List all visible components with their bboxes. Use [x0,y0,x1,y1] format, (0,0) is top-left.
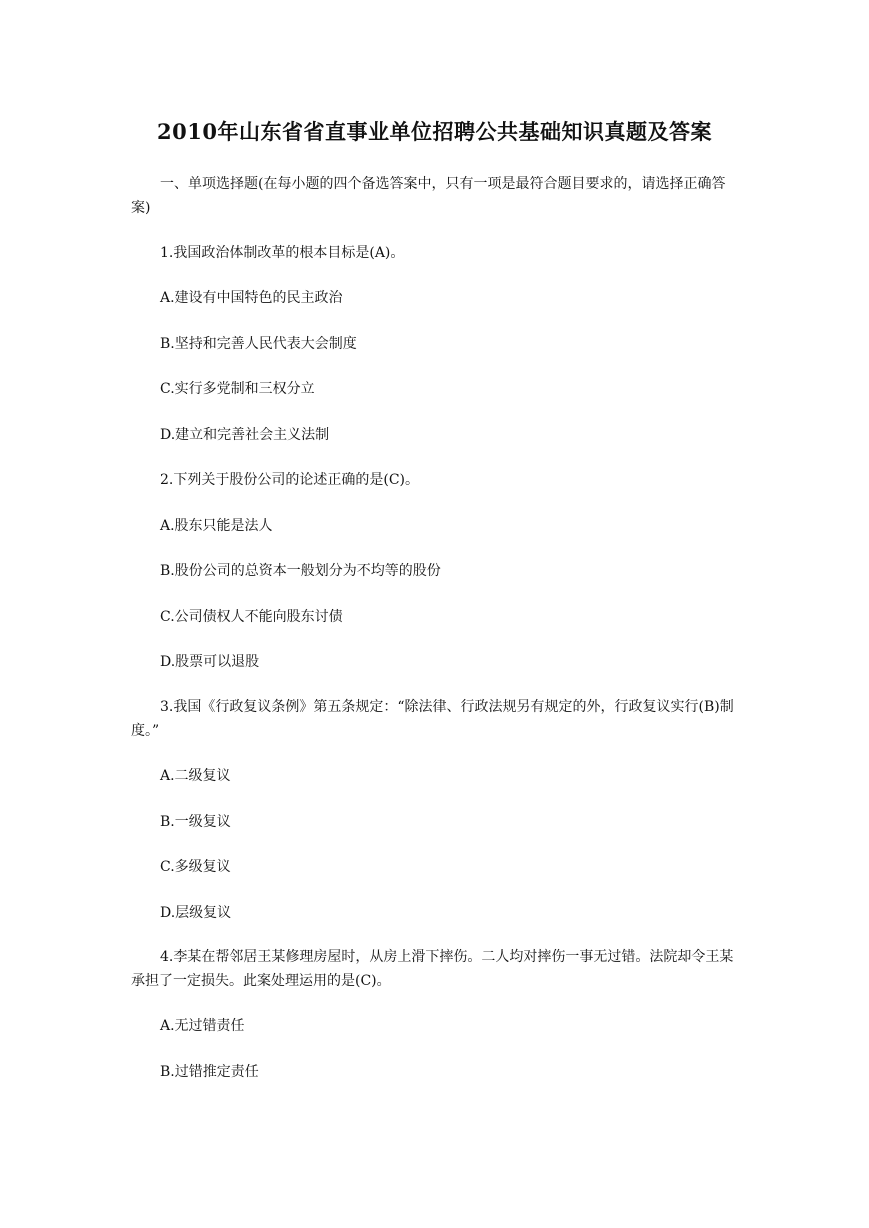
question-4-stem: 4.李某在帮邻居王某修理房屋时，从房上滑下摔伤。二人均对摔伤一事无过错。法院却令王某承担了一定损失。此案处理运用的是(C)。 [131,949,734,989]
section-intro: 一、单项选择题(在每小题的四个备选答案中，只有一项是最符合题目要求的，请选择正确答案) [131,176,726,216]
question-1-stem: 1.我国政治体制改革的根本目标是(A)。 [160,245,405,261]
question-3-stem: 3.我国《行政复议条例》第五条规定：“除法律、行政法规另有规定的外，行政复议实行(B)制度。” [131,699,734,739]
question-3-option-c: C.多级复议 [160,859,231,875]
question-4-option-a: A.无过错责任 [160,1018,245,1034]
question-1-option-a: A.建设有中国特色的民主政治 [160,290,343,306]
question-2-option-c: C.公司债权人不能向股东讨债 [160,609,343,625]
question-1-option-d: D.建立和完善社会主义法制 [160,427,330,443]
question-1-option-b: B.坚持和完善人民代表大会制度 [160,336,357,352]
question-2-option-d: D.股票可以退股 [160,654,260,670]
question-3-option-a: A.二级复议 [160,768,231,784]
question-4-option-b: B.过错推定责任 [160,1064,259,1080]
question-3-option-b: B.一级复议 [160,814,231,830]
question-3-option-d: D.层级复议 [160,905,232,921]
question-2-option-b: B.股份公司的总资本一般划分为不均等的股份 [160,563,441,579]
document-title: 2010年山东省省直事业单位招聘公共基础知识真题及答案 [157,119,712,144]
question-2-option-a: A.股东只能是法人 [160,518,273,534]
question-1-option-c: C.实行多党制和三权分立 [160,381,315,397]
question-2-stem: 2.下列关于股份公司的论述正确的是(C)。 [160,472,419,488]
